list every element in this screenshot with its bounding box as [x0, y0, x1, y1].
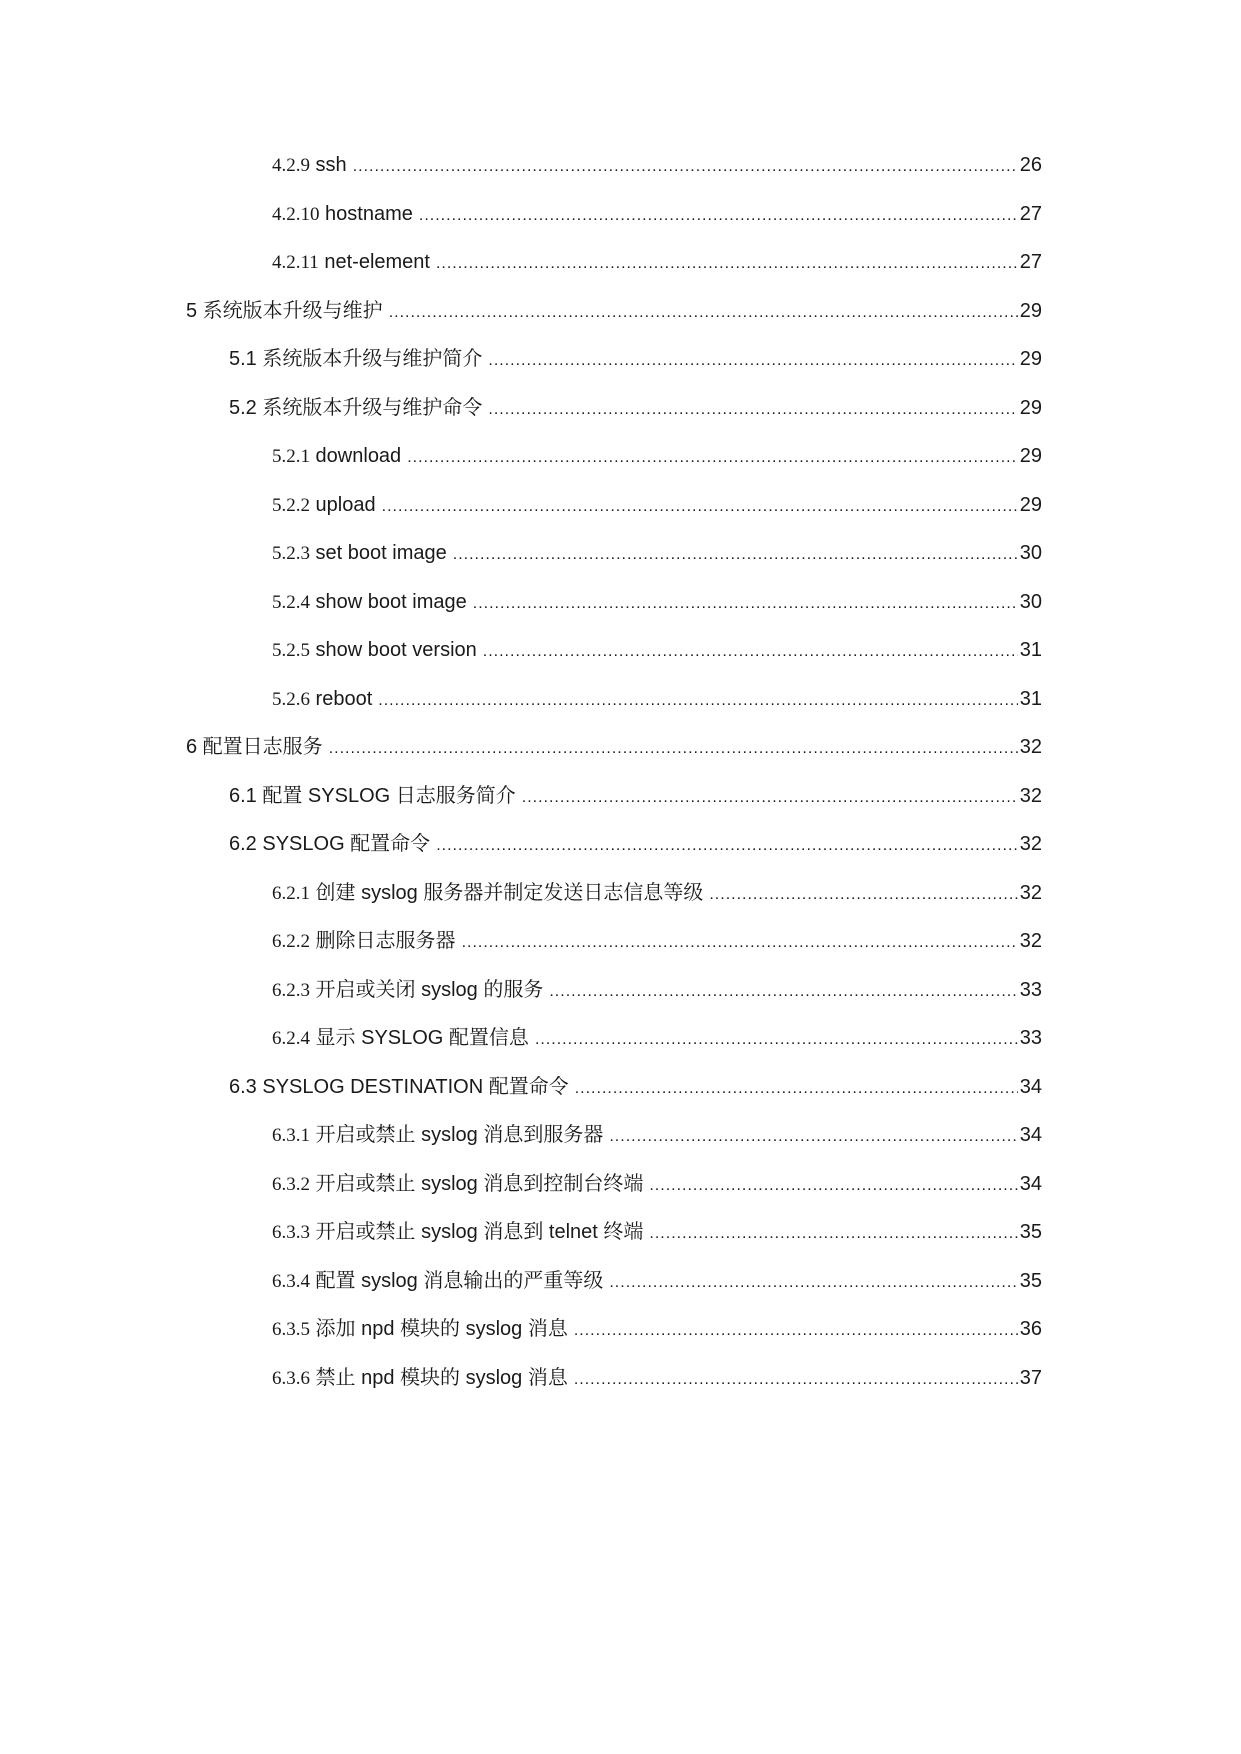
toc-entry[interactable] [272, 587, 1042, 617]
toc-entry-number: 5.2.1 [272, 446, 310, 467]
toc-entry-number: 6.2.1 [272, 883, 310, 904]
toc-entry[interactable] [229, 344, 1042, 374]
toc-page-number: 30 [1018, 538, 1042, 568]
toc-entry-title [272, 1217, 649, 1247]
toc-page-number: 29 [1018, 490, 1042, 520]
toc-leader-dots [488, 395, 1017, 423]
toc-entry-text: SYSLOG 配置命令 [256, 833, 431, 855]
toc-entry-number: 5.2.6 [272, 689, 310, 710]
toc-entry-text: 系统版本升级与维护 [197, 300, 383, 322]
toc-entry[interactable] [272, 635, 1042, 665]
toc-entry-title [229, 393, 488, 423]
toc-leader-dots [389, 298, 1018, 326]
toc-page-number: 36 [1018, 1314, 1042, 1344]
toc-leader-dots [473, 589, 1018, 617]
toc-entry-text: 配置 syslog 消息输出的严重等级 [310, 1270, 604, 1292]
toc-entry-text: 系统版本升级与维护命令 [256, 397, 483, 419]
toc-entry-text: 配置日志服务 [197, 736, 323, 758]
toc-entry[interactable] [272, 1217, 1042, 1247]
toc-page-number: 29 [1018, 441, 1042, 471]
toc-leader-dots [575, 1074, 1018, 1102]
toc-entry-text: 创建 syslog 服务器并制定发送日志信息等级 [310, 882, 704, 904]
toc-leader-dots [382, 492, 1018, 520]
toc-page-number: 31 [1018, 635, 1042, 665]
toc-entry-number: 6.2.4 [272, 1028, 310, 1049]
toc-page-number: 33 [1018, 975, 1042, 1005]
toc-entry[interactable] [272, 1120, 1042, 1150]
toc-entry[interactable] [229, 829, 1042, 859]
toc-page-number: 32 [1018, 829, 1042, 859]
toc-entry[interactable] [272, 1266, 1042, 1296]
toc-leader-dots [535, 1025, 1018, 1053]
toc-entry-number: 6.3.6 [272, 1368, 310, 1389]
toc-page-number: 34 [1018, 1120, 1042, 1150]
toc-leader-dots [419, 201, 1018, 229]
toc-entry-title [272, 587, 473, 617]
toc-page-number: 32 [1018, 878, 1042, 908]
toc-entry-text: set boot image [310, 542, 447, 564]
toc-entry-text: show boot version [310, 639, 477, 661]
toc-entry-title [272, 1314, 574, 1344]
toc-page-number: 34 [1018, 1072, 1042, 1102]
toc-entry-title [186, 296, 389, 326]
toc-page-number: 29 [1018, 296, 1042, 326]
toc-entry-title [272, 1120, 609, 1150]
toc-entry-number: 5.2.5 [272, 640, 310, 661]
toc-entry[interactable] [186, 296, 1042, 326]
toc-entry-number: 6.2 [229, 833, 257, 855]
toc-entry-text: ssh [310, 154, 347, 176]
toc-page-number: 33 [1018, 1023, 1042, 1053]
toc-entry-title [272, 1023, 535, 1053]
toc-page-number: 27 [1018, 199, 1042, 229]
toc-entry[interactable] [272, 975, 1042, 1005]
toc-entry-number: 5.2.2 [272, 495, 310, 516]
toc-entry[interactable] [272, 441, 1042, 471]
toc-page-number: 32 [1018, 926, 1042, 956]
toc-entry-title [272, 1169, 649, 1199]
toc-entry[interactable] [272, 1169, 1042, 1199]
toc-entry-number: 6.2.3 [272, 980, 310, 1001]
toc-entry[interactable] [229, 393, 1042, 423]
toc-entry[interactable] [272, 684, 1042, 714]
toc-leader-dots [407, 443, 1018, 471]
toc-entry-title [272, 1266, 609, 1296]
toc-entry[interactable] [272, 199, 1042, 229]
toc-entry-title [229, 781, 522, 811]
toc-entry-number: 5.1 [229, 348, 257, 370]
toc-entry-text: 开启或禁止 syslog 消息到服务器 [310, 1124, 604, 1146]
toc-entry-title [272, 490, 382, 520]
toc-entry[interactable] [272, 247, 1042, 277]
toc-entry-number: 5.2.3 [272, 543, 310, 564]
toc-page-number: 37 [1018, 1363, 1042, 1393]
toc-entry-title [272, 199, 419, 229]
toc-leader-dots [436, 831, 1018, 859]
toc-entry-title [272, 975, 549, 1005]
toc-entry-text: 添加 npd 模块的 syslog 消息 [310, 1318, 568, 1340]
toc-entry-text: 禁止 npd 模块的 syslog 消息 [310, 1367, 568, 1389]
toc-entry-title [272, 926, 462, 956]
toc-leader-dots [436, 249, 1018, 277]
toc-entry-number: 5 [186, 300, 198, 322]
toc-entry-title [229, 344, 488, 374]
toc-entry-number: 6.3.4 [272, 1271, 310, 1292]
toc-leader-dots [574, 1316, 1018, 1344]
toc-entry[interactable] [272, 926, 1042, 956]
toc-entry[interactable] [272, 1023, 1042, 1053]
toc-leader-dots [488, 346, 1017, 374]
toc-page-number: 31 [1018, 684, 1042, 714]
toc-entry[interactable] [186, 732, 1042, 762]
toc-entry-number: 6.3 [229, 1076, 257, 1098]
toc-entry-number: 6.2.2 [272, 931, 310, 952]
toc-entry-number: 4.2.10 [272, 204, 320, 225]
toc-entry-number: 4.2.9 [272, 155, 310, 176]
toc-leader-dots [522, 783, 1018, 811]
toc-entry-title [272, 635, 483, 665]
toc-leader-dots [329, 734, 1018, 762]
toc-page-number: 32 [1018, 732, 1042, 762]
toc-entry-title [272, 878, 709, 908]
toc-leader-dots [709, 880, 1017, 908]
toc-entry-text: 配置 SYSLOG 日志服务简介 [256, 785, 516, 807]
toc-entry-text: 开启或关闭 syslog 的服务 [310, 979, 544, 1001]
toc-entry-text: 开启或禁止 syslog 消息到 telnet 终端 [310, 1221, 644, 1243]
toc-leader-dots [549, 977, 1017, 1005]
toc-entry-text: 显示 SYSLOG 配置信息 [310, 1027, 529, 1049]
toc-entry[interactable] [272, 1363, 1042, 1393]
toc-entry-title [272, 538, 453, 568]
toc-entry[interactable] [229, 781, 1042, 811]
toc-leader-dots [649, 1171, 1017, 1199]
toc-entry-text: SYSLOG DESTINATION 配置命令 [256, 1076, 569, 1098]
toc-page-number: 29 [1018, 393, 1042, 423]
toc-entry-title [272, 150, 353, 180]
toc-entry-title [186, 732, 329, 762]
toc-page-number: 29 [1018, 344, 1042, 374]
toc-leader-dots [574, 1365, 1018, 1393]
toc-leader-dots [649, 1219, 1017, 1247]
toc-entry[interactable] [272, 1314, 1042, 1344]
toc-entry-text: 开启或禁止 syslog 消息到控制台终端 [310, 1173, 644, 1195]
toc-page-number: 32 [1018, 781, 1042, 811]
toc-entry-text: net-element [318, 251, 430, 273]
toc-entry-text: 删除日志服务器 [310, 930, 456, 952]
toc-entry-title [272, 441, 407, 471]
toc-entry-number: 6.3.3 [272, 1222, 310, 1243]
toc-entry-number: 6.3.5 [272, 1319, 310, 1340]
toc-entry-text: upload [310, 494, 376, 516]
toc-leader-dots [483, 637, 1018, 665]
toc-entry-text: reboot [310, 688, 373, 710]
toc-entry[interactable] [272, 490, 1042, 520]
toc-entry[interactable] [272, 538, 1042, 568]
toc-page-number: 26 [1018, 150, 1042, 180]
toc-leader-dots [609, 1122, 1017, 1150]
toc-entry[interactable] [272, 878, 1042, 908]
toc-page-number: 27 [1018, 247, 1042, 277]
toc-entry-number: 6.3.1 [272, 1125, 310, 1146]
toc-entry-title [272, 247, 436, 277]
toc-entry-text: show boot image [310, 591, 467, 613]
toc-page-number: 30 [1018, 587, 1042, 617]
toc-entry-text: hostname [319, 203, 413, 225]
toc-entry-text: 系统版本升级与维护简介 [256, 348, 483, 370]
toc-entry-title [272, 1363, 574, 1393]
toc-entry[interactable] [229, 1072, 1042, 1102]
toc-leader-dots [609, 1268, 1017, 1296]
toc-leader-dots [453, 540, 1018, 568]
toc-entry-text: download [310, 445, 402, 467]
toc-page-number: 34 [1018, 1169, 1042, 1199]
toc-entry-number: 6.1 [229, 785, 257, 807]
toc-page-number: 35 [1018, 1266, 1042, 1296]
toc-entry-number: 6.3.2 [272, 1174, 310, 1195]
toc-entry-number: 5.2 [229, 397, 257, 419]
toc-entry-number: 5.2.4 [272, 592, 310, 613]
toc-page-number: 35 [1018, 1217, 1042, 1247]
toc-entry-number: 6 [186, 736, 198, 758]
toc-leader-dots [462, 928, 1018, 956]
toc-entry-number: 4.2.11 [272, 252, 319, 273]
toc-leader-dots [353, 152, 1018, 180]
toc-leader-dots [378, 686, 1017, 714]
toc-entry-title [272, 684, 378, 714]
toc-entry[interactable] [272, 150, 1042, 180]
toc-entry-title [229, 1072, 575, 1102]
toc-entry-title [229, 829, 436, 859]
